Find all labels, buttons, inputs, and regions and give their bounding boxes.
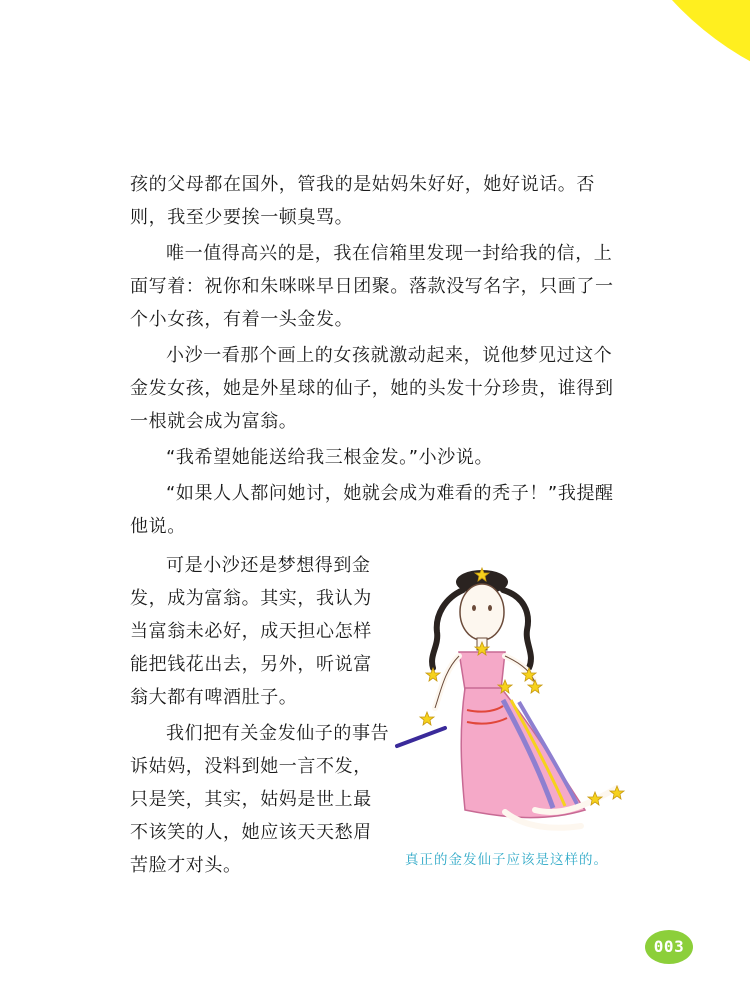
wrapped-text-column — [130, 549, 390, 885]
fairy-illustration — [385, 560, 645, 845]
illustration-caption: 真正的金发仙子应该是这样的。 — [405, 852, 608, 868]
paragraph-continuation: 孩的父母都在国外，管我的是姑妈朱好好，她好说话。否则，我至少要挨一顿臭骂。 — [130, 174, 595, 228]
paragraph-letter: 唯一值得高兴的是，我在信箱里发现一封给我的信，上面写着：祝你和朱咪咪早日团聚。落款没写名字，只画了一个小女孩，有着一头金发。 — [130, 243, 614, 330]
page-number-badge: 003 — [645, 930, 693, 964]
paragraph-aunt: 我们把有关金发仙子的事告诉姑妈，没料到她一言不发，只是笑，其实，姑妈是世上最不该笑的人，她应该天天愁眉苦脸才对头。 — [130, 723, 390, 876]
paragraph-xiaosha-dream: 小沙一看那个画上的女孩就激动起来，说他梦见过这个金发女孩，她是外星球的仙子，她的头发十分珍贵，谁得到一根就会成为富翁。 — [130, 345, 614, 432]
corner-moon-decoration — [590, 0, 750, 100]
wand-icon — [397, 728, 445, 746]
face-icon — [460, 584, 504, 640]
paragraph-rich-dream: 可是小沙还是梦想得到金发，成为富翁。其实，我认为当富翁未必好，成天担心怎样能把钱花出去，另外，听说富翁大都有啤酒肚子。 — [130, 555, 372, 708]
body-text — [130, 168, 630, 546]
dress-bodice-icon — [459, 652, 505, 690]
paragraph-reminder: “如果人人都问她讨，她就会成为难看的秃子！”我提醒他说。 — [130, 483, 614, 537]
paragraph-xiaosha-wish: “我希望她能送给我三根金发。”小沙说。 — [166, 447, 494, 468]
